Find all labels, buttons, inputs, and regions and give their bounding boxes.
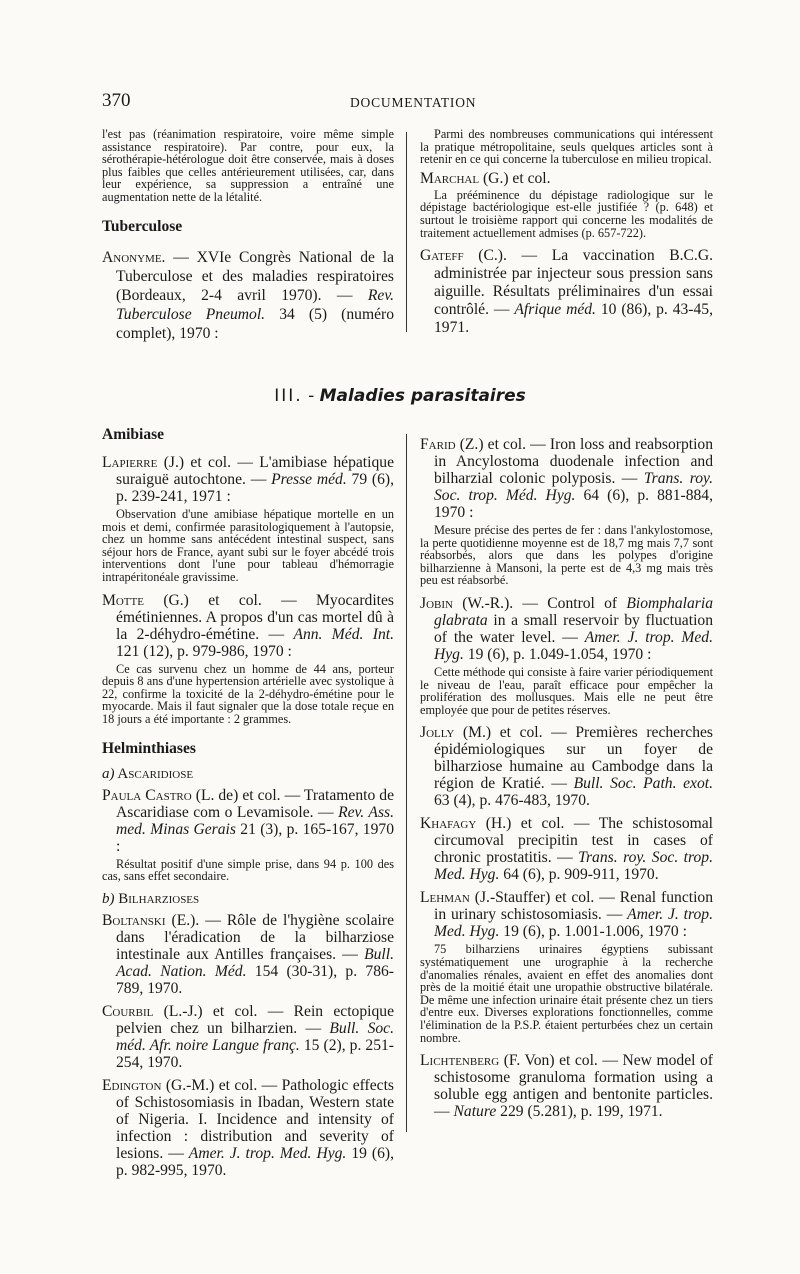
note-lehman: 75 bilharziens urinaires égyptiens subissant systématiquement une urographie à la recherche d'anomalies rénales, avaient en effet des anomalies dont près de la moitié était une uropathie obstructive bilatérale. De même une infection urinaire était présente chez un tiers d'entre eux. Diverses explorations fonctionnelles, comme l'élimination de la P.S.P. étaient perturbées chez un certain nombre. xyxy=(420,942,713,1045)
entry-jobin: Jobin (W.-R.). — Control of Biomphalaria glabrata in a small reservoir by fluctuation of the water level. — Amer. J. trop. Med. Hyg. 19 (6), p. 1.049-1.054, 1970 : xyxy=(420,594,713,663)
column-rule-top xyxy=(406,132,407,332)
note-marchal: La prééminence du dépistage radiologique sur le dépistage bactériologique est-elle justifiée ? (p. 648) et surtout le troisième rapport qui concerne les modalités de traitement actuellement admises (p. 657-722). xyxy=(420,187,713,240)
entry-anonyme: Anonyme. — XVIe Congrès National de la Tuberculose et des maladies respiratoires (Bordeaux, 2-4 avril 1970). — Rev. Tuberculose Pneumol. 34 (5) (numéro complet), 1970 : xyxy=(102,248,394,342)
entry-lichtenberg: Lichtenberg (F. Von) et col. — New model of schistosome granuloma formation using a soluble egg antigen and bentonite particles. — Nature 229 (5.281), p. 199, 1971. xyxy=(420,1052,713,1121)
top-left-column xyxy=(102,128,394,349)
page-number: 370 xyxy=(102,90,131,111)
subheading-bilharzioses: b) Bilharzioses xyxy=(102,890,200,907)
entry-boltanski: Boltanski (E.). — Rôle de l'hygiène scolaire dans l'éradication de la bilharziose intestinale aux Antilles françaises. — Bull. Acad. Nation. Méd. 154 (30-31), p. 786-789, 1970. xyxy=(102,911,394,997)
entry-gateff: Gateff (C.). — La vaccination B.C.G. administrée par injecteur sous pression sans aiguille. Résultats préliminaires d'un essai contrôlé. — Afrique méd. 10 (86), p. 43-45, 1971. xyxy=(420,247,713,337)
heading-tuberculose: Tuberculose xyxy=(102,217,183,235)
column-rule-bottom xyxy=(406,434,407,1132)
note-motte: Ce cas survenu chez un homme de 44 ans, porteur depuis 8 ans d'une hypertension artérielle avec systolique à 22, confirme la toxicité de la 2-déhydro-émétine pour le myocarde. Mais il faut signaler que la dose totale reçue en 18 jours a été importante : 2 grammes. xyxy=(102,661,394,726)
heading-helminthiases: Helminthiases xyxy=(102,739,196,757)
heading-amibiase: Amibiase xyxy=(102,426,164,443)
note-paula-castro: Résultat positif d'une simple prise, dans 94 p. 100 des cas, sans effet secondaire. xyxy=(102,856,394,884)
left-column xyxy=(102,426,394,1185)
intro-paragraph: Parmi des nombreuses communications qui intéressent la pratique métropolitaine, seuls quelques articles sont à retenir en ce qui concerne la tuberculose en milieu tropical. xyxy=(420,127,713,167)
entry-paula-castro: Paula Castro (L. de) et col. — Tratamento de Ascaridiase com o Levamisole. — Rev. Ass. med. Minas Gerais 21 (3), p. 165-167, 1970 : xyxy=(102,786,394,855)
subheading-ascaridiose: a) Ascaridiose xyxy=(102,765,194,782)
note-jobin: Cette méthode qui consiste à faire varier périodiquement le niveau de l'eau, paraît efficace pour empêcher la prolifération des mollusques. Mais elle ne peut être employée que pour de petites réserves. xyxy=(420,664,713,717)
entry-khafagy: Khafagy (H.) et col. — The schistosomal circumoval precipitin test in cases of chronic prostatitis. — Trans. roy. Soc. trop. Med. Hyg. 64 (6), p. 909-911, 1970. xyxy=(420,815,713,884)
entry-courbil: Courbil (L.-J.) et col. — Rein ectopique pelvien chez un bilharzien. — Bull. Soc. méd. Afr. noire Langue franç. 15 (2), p. 251-254, 1970. xyxy=(102,1002,394,1071)
top-right-column xyxy=(420,128,713,343)
section-title: III. - Maladies parasitaires xyxy=(274,386,526,406)
running-title: DOCUMENTATION xyxy=(350,95,477,110)
continuation-paragraph: l'est pas (réanimation respiratoire, voire même simple assistance respiratoire). Par contre, pour eux, la sérothérapie-hétérologue doit être conservée, mais à doses plus faibles que celles antérieurement utilisées, car, dans leur expérience, sa suppression a entraîné une augmentation nette de la létalité. xyxy=(102,127,394,204)
entry-edington: Edington (G.-M.) et col. — Pathologic effects of Schistosomiasis in Ibadan, Western state of Nigeria. I. Incidence and intensity of infection : distribution and severity of lesions. — Amer. J. trop. Med. Hyg. 19 (6), p. 982-995, 1970. xyxy=(102,1076,394,1179)
entry-farid: Farid (Z.) et col. — Iron loss and reabsorption in Ancylostoma duodenale infection and bilharzial colonic polyposis. — Trans. roy. Soc. trop. Méd. Hyg. 64 (6), p. 881-884, 1970 : xyxy=(420,436,713,521)
author: Anonyme xyxy=(102,248,162,266)
right-column xyxy=(420,436,713,1126)
entry-jolly: Jolly (M.) et col. — Premières recherches épidémiologiques sur un foyer de bilharziose humaine au Cambodge dans la région de Kratié. — Bull. Soc. Path. exot. 63 (4), p. 476-483, 1970. xyxy=(420,724,713,810)
entry-motte: Motte (G.) et col. — Myocardites émétiniennes. A propos d'un cas mortel dû à la 2-déhydro-émétine. — Ann. Méd. Int. 121 (12), p. 979-986, 1970 : xyxy=(102,591,394,660)
entry-lapierre: Lapierre (J.) et col. — L'amibiase hépatique suraiguë autochtone. — Presse méd. 79 (6), p. 239-241, 1971 : xyxy=(102,454,394,505)
note-farid: Mesure précise des pertes de fer : dans l'ankylostomose, la perte quotidienne moyenne est de 18,7 mg mais 7,7 sont réabsorbés, alors que dans les polypes d'origine bilharzienne à Mansoni, la perte est de 4,3 mg mais très peu est réabsorbé. xyxy=(420,523,713,588)
note-lapierre: Observation d'une amibiase hépatique mortelle en un mois et demi, confirmée parasitologiquement à l'autopsie, chez un homme sans antécédent intestinal suspect, sans séjour hors de France, ayant subi sur le foyer abcédé trois interventions dont l'une pour tableau d'hémorragie intrapéritonéale gravissime. xyxy=(102,507,394,584)
entry-lehman: Lehman (J.-Stauffer) et col. — Renal function in urinary schistosomiasis. — Amer. J. trop. Med. Hyg. 19 (6), p. 1.001-1.006, 1970 : xyxy=(420,889,713,941)
entry-marchal: Marchal (G.) et col. xyxy=(420,169,551,187)
